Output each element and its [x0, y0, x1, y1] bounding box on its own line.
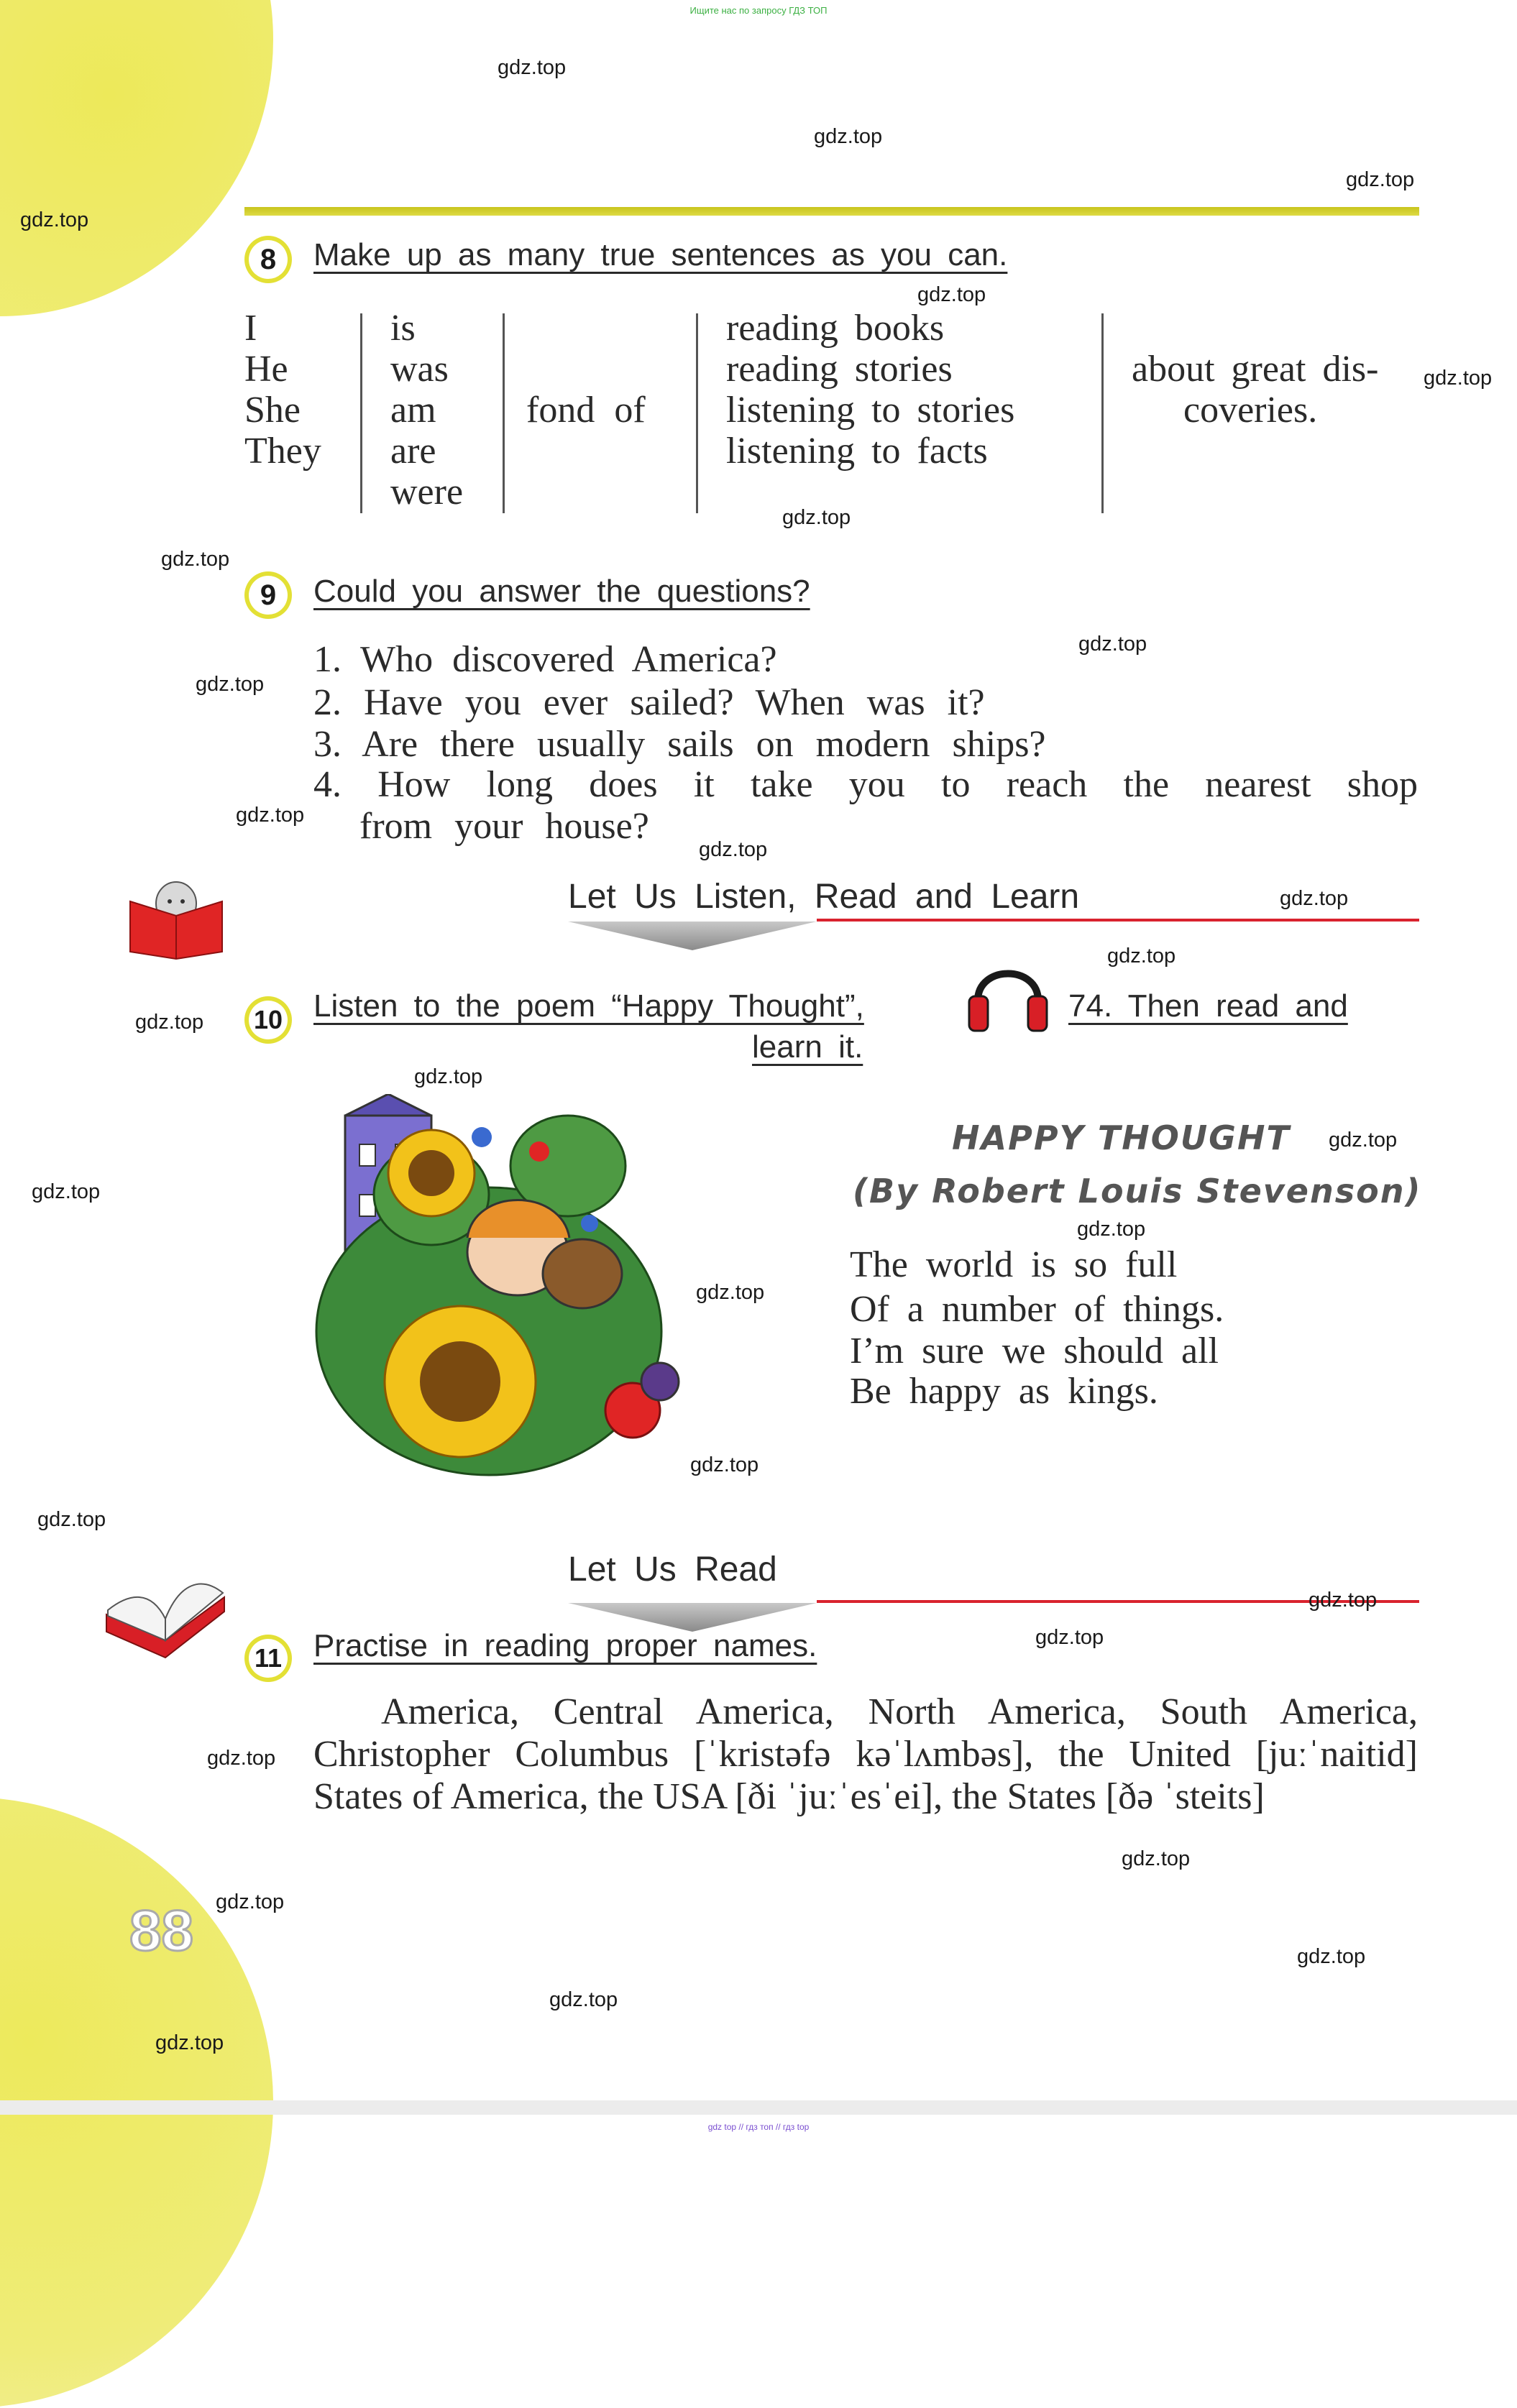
open-book-icon: [101, 1568, 230, 1669]
question-4: 4. How long does it take you to reach the nearest shop: [313, 764, 1418, 805]
watermark: gdz.top: [1078, 633, 1147, 656]
poem-author: (By Robert Louis Stevenson): [853, 1172, 1422, 1210]
question-4-continued: from your house?: [359, 806, 649, 847]
watermark: gdz.top: [690, 1453, 759, 1476]
watermark: gdz.top: [1280, 887, 1349, 910]
watermark: gdz.top: [32, 1180, 101, 1203]
watermark: gdz.top: [1329, 1129, 1398, 1152]
watermark: gdz.top: [696, 1281, 765, 1304]
table-divider: [696, 313, 698, 513]
poem-title: HAPPY THOUGHT: [952, 1118, 1291, 1157]
watermark: gdz.top: [814, 125, 883, 148]
headphones-icon[interactable]: [966, 947, 1050, 1037]
task-10-title-part2: 74. Then read and: [1068, 988, 1348, 1024]
task-11-title: Practise in reading proper names.: [313, 1628, 817, 1663]
watermark: gdz.top: [20, 208, 89, 231]
watermark: gdz.top: [216, 1890, 285, 1913]
table-divider: [360, 313, 362, 513]
watermark: gdz.top: [196, 673, 265, 696]
table-column-verbs: is was am are were: [390, 308, 464, 513]
question-1: 1. Who discovered America?: [313, 639, 777, 680]
table-column-subjects: I He She They: [244, 308, 321, 472]
watermark: gdz.top: [207, 1747, 276, 1770]
watermark: gdz.top: [236, 804, 305, 827]
footer-divider: [0, 2100, 1517, 2115]
section-divider: [817, 919, 1419, 922]
page-number: 88: [129, 1898, 193, 1962]
table-column-topic-line1: about great dis-: [1132, 349, 1379, 390]
site-banner[interactable]: Ищите нас по запросу ГДЗ ТОП: [689, 5, 828, 16]
watermark: gdz.top: [782, 506, 851, 529]
question-3: 3. Are there usually sails on modern ships?: [313, 724, 1046, 765]
table-column-activities: reading books reading stories listening to stories listening to facts: [726, 308, 1015, 472]
task-8-number: 8: [244, 236, 292, 283]
watermark: gdz.top: [917, 283, 986, 306]
task-8-title: Make up as many true sentences as you can.: [313, 237, 1008, 272]
watermark: gdz.top: [155, 2031, 224, 2054]
table-divider: [503, 313, 505, 513]
watermark: gdz.top: [1107, 945, 1176, 968]
girl-with-sunflowers-illustration: [302, 1094, 690, 1489]
table-column-fond-of: fond of: [526, 390, 646, 431]
watermark: gdz.top: [1122, 1847, 1191, 1870]
watermark: gdz.top: [1077, 1218, 1146, 1241]
section-title-let-us-read: Let Us Read: [568, 1550, 777, 1589]
watermark: gdz.top: [549, 1988, 618, 2011]
footer-links[interactable]: gdz top // гдз топ // гдз top: [707, 2122, 810, 2132]
watermark: gdz.top: [1309, 1589, 1378, 1612]
reading-character-icon: [126, 871, 226, 965]
section-title-listen-read-learn: Let Us Listen, Read and Learn: [568, 878, 1080, 916]
table-divider: [1101, 313, 1104, 513]
watermark: gdz.top: [699, 838, 768, 861]
top-divider: [244, 207, 1419, 216]
watermark: gdz.top: [1035, 1626, 1104, 1649]
watermark: gdz.top: [135, 1011, 204, 1034]
watermark: gdz.top: [1346, 168, 1415, 191]
watermark: gdz.top: [37, 1508, 106, 1531]
watermark: gdz.top: [414, 1065, 483, 1088]
task-10-title-part3: learn it.: [752, 1029, 863, 1065]
task-9-number: 9: [244, 571, 292, 619]
watermark: gdz.top: [161, 548, 230, 571]
proper-names-paragraph: America, Central America, North America, South America, Christopher Columbus [ˈkristəfə kəˈlʌmbəs], the United [juːˈnaitid] States of America, the USA [ði ˈjuːˈesˈei], the States [ðə ˈsteits]: [313, 1691, 1418, 1817]
task-10-title-part1: Listen to the poem “Happy Thought”,: [313, 988, 864, 1024]
section-arrow: [568, 919, 817, 950]
corner-decoration-top: [0, 0, 273, 316]
watermark: gdz.top: [498, 56, 567, 79]
watermark: gdz.top: [1297, 1945, 1366, 1968]
poem-line-3: I’m sure we should all: [850, 1331, 1219, 1371]
table-column-topic-line2: coveries.: [1183, 390, 1318, 431]
task-10-number: 10: [244, 996, 292, 1044]
poem-line-2: Of a number of things.: [850, 1289, 1224, 1330]
task-11-number: 11: [244, 1635, 292, 1682]
section-arrow: [568, 1600, 817, 1632]
task-9-title: Could you answer the questions?: [313, 574, 810, 609]
question-2: 2. Have you ever sailed? When was it?: [313, 682, 985, 723]
watermark: gdz.top: [1424, 367, 1493, 390]
poem-line-1: The world is so full: [850, 1244, 1178, 1285]
poem-line-4: Be happy as kings.: [850, 1371, 1158, 1412]
